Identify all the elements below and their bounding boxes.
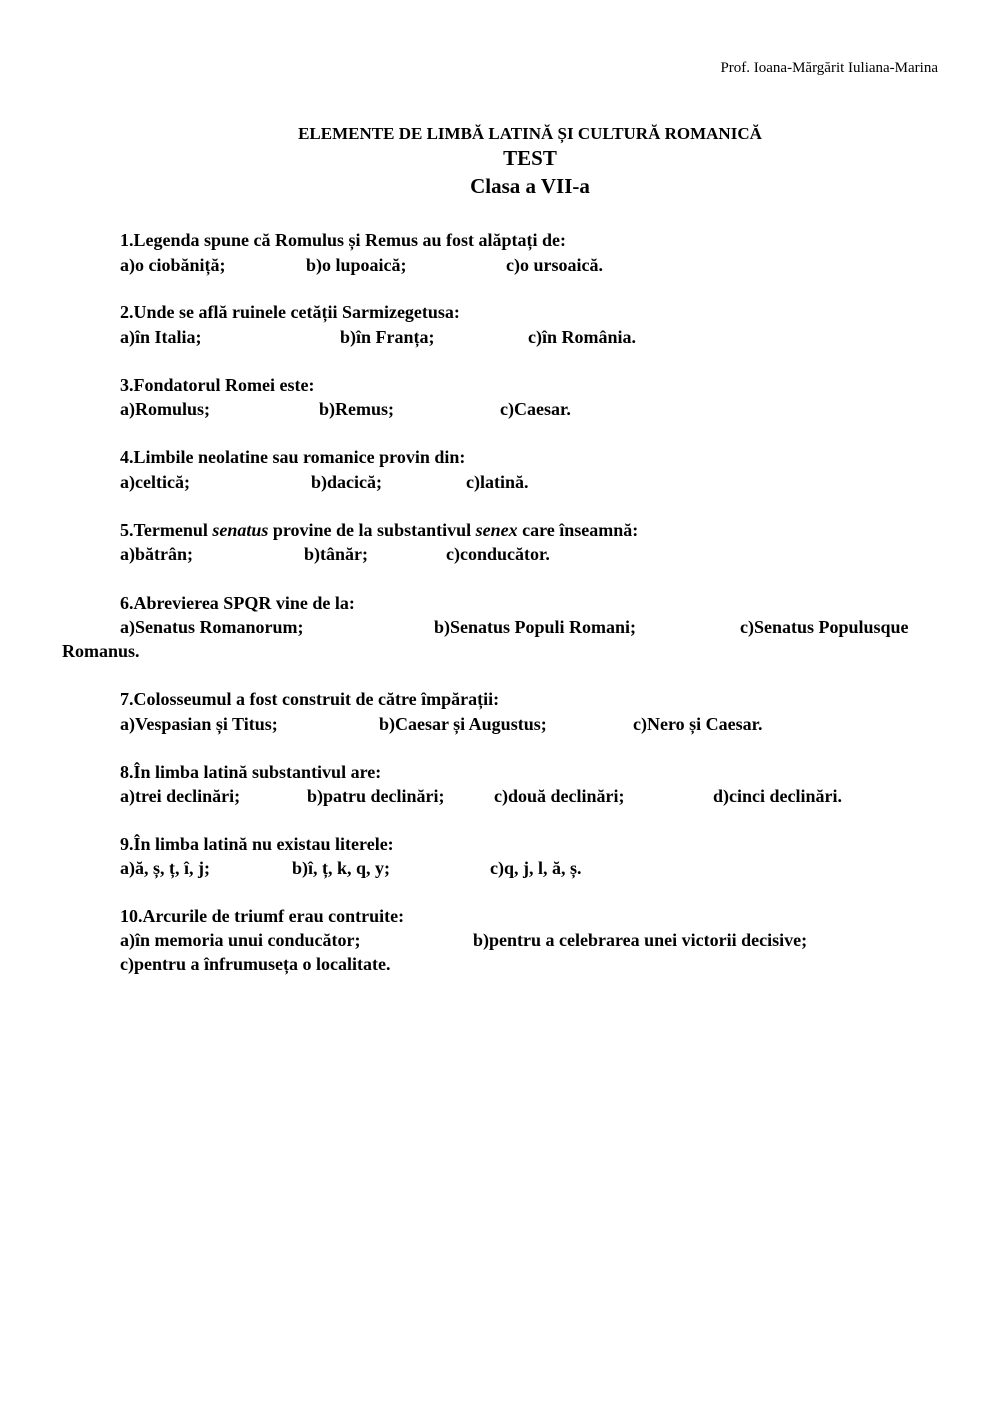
question-5-part-3: care înseamnă:: [517, 520, 639, 540]
answer-9c: c)q, j, l, ă, ș.: [490, 858, 582, 878]
question-5: [120, 518, 638, 542]
answer-9a: a)ă, ș, ț, î, j;: [120, 858, 210, 878]
title-block: [0, 123, 1000, 201]
test-heading: TEST: [503, 146, 557, 170]
answer-10c: c)pentru a înfrumuseța o localitate.: [120, 954, 391, 974]
question-4: 4.Limbile neolatine sau romanice provin din:: [120, 447, 466, 467]
answer-4c: c)latină.: [466, 472, 529, 492]
question-3: 3.Fondatorul Romei este:: [120, 375, 315, 395]
answer-7b: b)Caesar și Augustus;: [379, 714, 547, 734]
question-8: 8.În limba latină substantivul are:: [120, 762, 382, 782]
answer-1a: a)o ciobăniță;: [120, 255, 226, 275]
answer-3a: a)Romulus;: [120, 399, 211, 419]
answer-8b: b)patru declinări;: [307, 786, 445, 806]
answer-10b: b)pentru a celebrarea unei victorii decisive;: [473, 930, 808, 950]
answer-4a: a)celtică;: [120, 472, 190, 492]
term-senatus: senatus: [212, 520, 269, 540]
answer-3b: b)Remus;: [319, 399, 394, 419]
question-6: 6.Abrevierea SPQR vine de la:: [120, 593, 355, 613]
question-2: 2.Unde se află ruinele cetății Sarmizegetusa:: [120, 302, 460, 322]
answer-5c: c)conducător.: [446, 544, 550, 564]
author-name: Prof. Ioana-Mărgărit Iuliana-Marina: [720, 60, 938, 76]
answer-10a: a)în memoria unui conducător;: [120, 930, 361, 950]
term-senex: senex: [475, 520, 518, 540]
answer-6b: b)Senatus Populi Romani;: [434, 617, 637, 637]
class-heading: Clasa a VII-a: [470, 174, 590, 198]
answer-8c: c)două declinări;: [494, 786, 625, 806]
document-title: ELEMENTE DE LIMBĂ LATINĂ ȘI CULTURĂ ROMANICĂ: [298, 124, 762, 143]
answer-6c: c)Senatus Populusque: [740, 617, 909, 637]
question-9: 9.În limba latină nu existau literele:: [120, 834, 394, 854]
answer-3c: c)Caesar.: [500, 399, 571, 419]
question-5-part-1: 5.Termenul: [120, 520, 213, 540]
question-1: 1.Legenda spune că Romulus și Remus au fost alăptați de:: [120, 230, 567, 250]
answer-2a: a)în Italia;: [120, 327, 202, 347]
answer-1b: b)o lupoaică;: [306, 255, 407, 275]
answer-9b: b)î, ț, k, q, y;: [292, 858, 391, 878]
answer-4b: b)dacică;: [311, 472, 382, 492]
answer-8a: a)trei declinări;: [120, 786, 241, 806]
question-10: 10.Arcurile de triumf erau contruite:: [120, 906, 405, 926]
answer-5a: a)bătrân;: [120, 544, 193, 564]
answer-5b: b)tânăr;: [304, 544, 368, 564]
answer-7a: a)Vespasian și Titus;: [120, 714, 278, 734]
answer-8d: d)cinci declinări.: [713, 786, 842, 806]
answer-7c: c)Nero și Caesar.: [633, 714, 763, 734]
answer-2b: b)în Franța;: [340, 327, 435, 347]
answer-2c: c)în România.: [528, 327, 636, 347]
answer-6c-continued: Romanus.: [62, 641, 140, 661]
question-7: 7.Colosseumul a fost construit de către împărații:: [120, 689, 500, 709]
answer-1c: c)o ursoaică.: [506, 255, 603, 275]
question-5-part-2: provine de la substantivul: [268, 520, 476, 540]
answer-6a: a)Senatus Romanorum;: [120, 617, 304, 637]
